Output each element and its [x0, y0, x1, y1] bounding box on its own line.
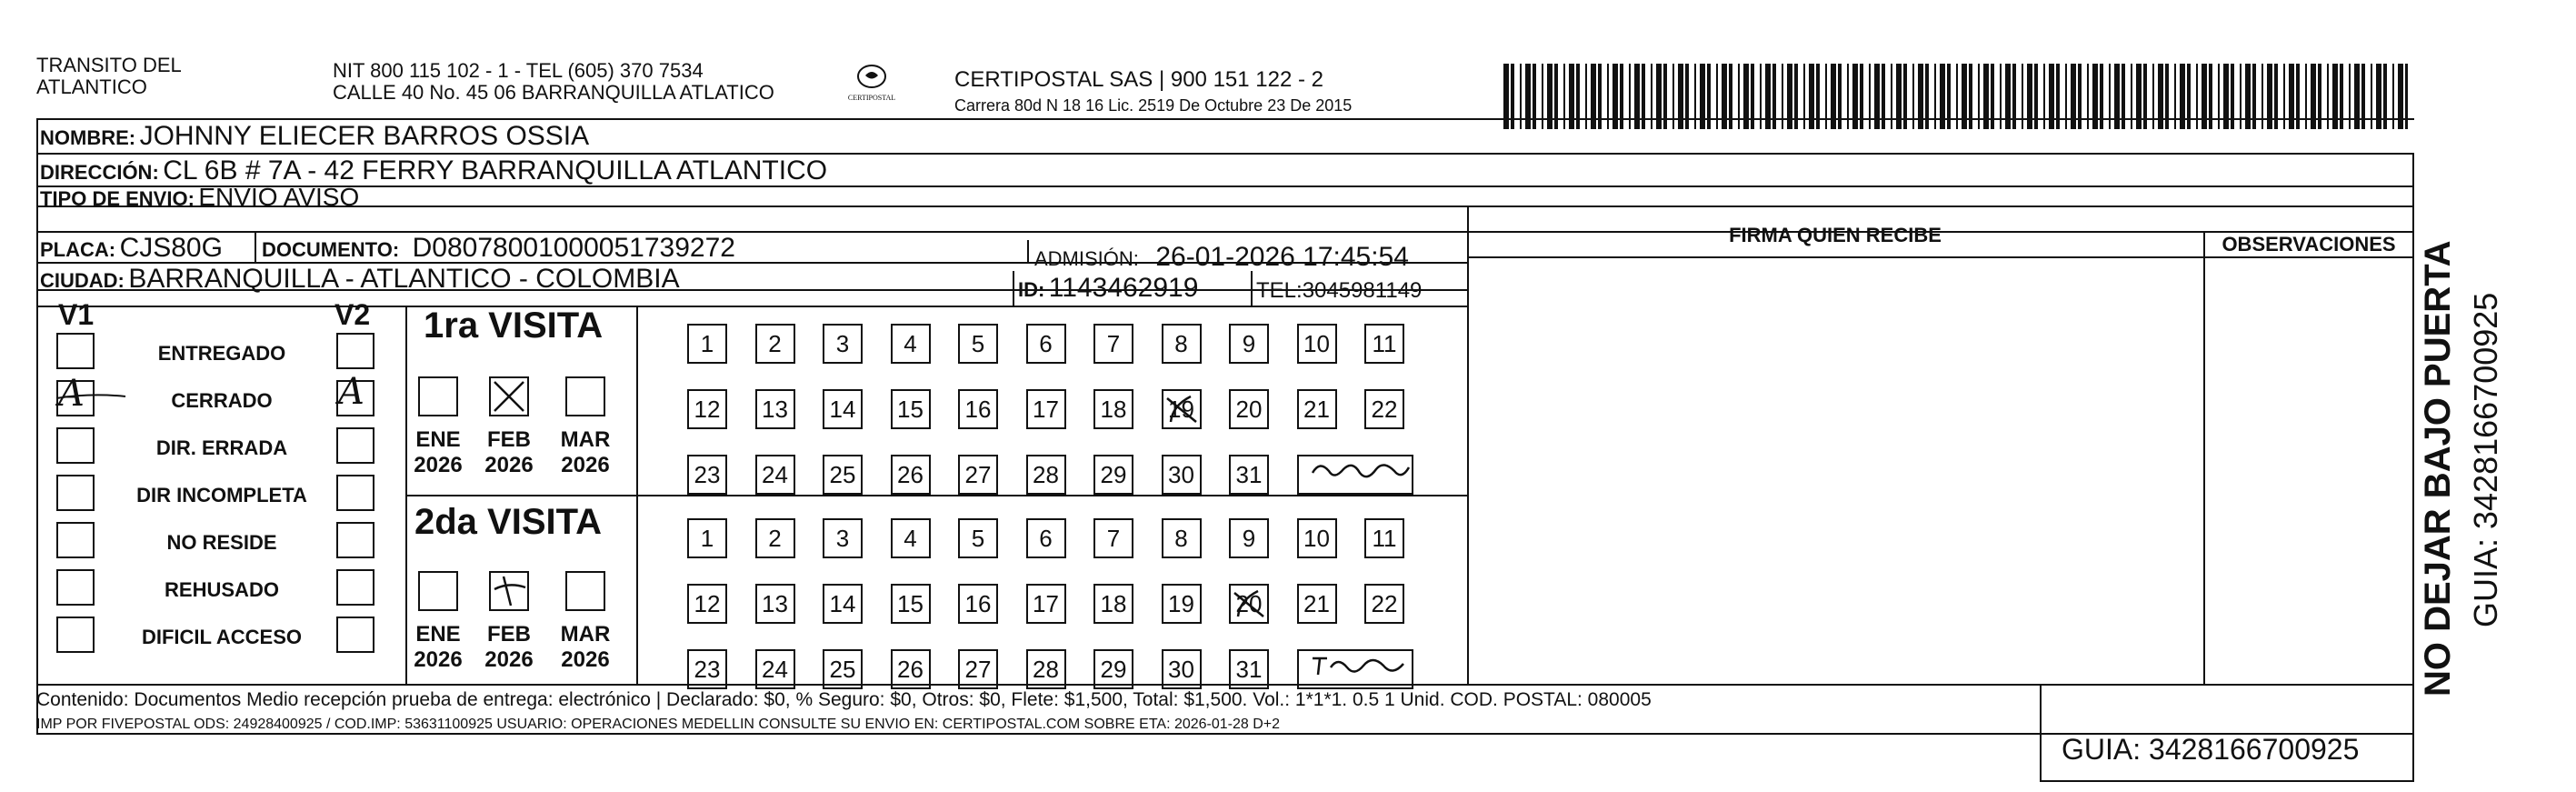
visit-2-day-7[interactable]: 7 — [1093, 518, 1133, 558]
nit-line: NIT 800 115 102 - 1 - TEL (605) 370 7534 — [333, 59, 704, 82]
ciudad-label: CIUDAD: — [40, 269, 125, 292]
v1-checkbox-dir-errada[interactable] — [56, 427, 95, 464]
v1-checkbox-dir-incompleta[interactable] — [56, 475, 95, 511]
frame-line-1 — [36, 153, 2414, 155]
side-guia: GUIA: 3428166700925 — [2467, 292, 2504, 627]
month-year: 2026 — [414, 453, 463, 477]
visit-2-month-ene — [411, 622, 465, 673]
visit-2-day-2[interactable]: 2 — [755, 518, 795, 558]
visit-2-day-14[interactable]: 14 — [823, 584, 863, 624]
v2-label: V2 — [334, 298, 371, 331]
visit-1-day-20[interactable]: 20 — [1229, 389, 1269, 429]
nombre-label: NOMBRE: — [40, 126, 136, 149]
v2-checkbox-dir-errada[interactable] — [336, 427, 374, 464]
day-mark-icon — [1231, 586, 1267, 622]
visit-2-month-mar-checkbox[interactable] — [565, 571, 605, 611]
logo-caption: CERTIPOSTAL — [847, 94, 896, 102]
month-name: MAR — [560, 622, 611, 647]
visit-1-scribble — [1307, 453, 1416, 489]
visit-1-day-29[interactable]: 29 — [1093, 455, 1133, 495]
admision-label: ADMISIÓN: — [1034, 247, 1139, 270]
direccion-value: CL 6B # 7A - 42 FERRY BARRANQUILLA ATLANTICO — [163, 155, 828, 185]
handwritten-mark-icon — [491, 573, 527, 609]
visit-1-day-27[interactable]: 27 — [958, 455, 998, 495]
guia-box: GUIA: 3428166700925 — [2062, 733, 2360, 766]
v2-checkbox-dificil-acceso[interactable] — [336, 617, 374, 653]
month-year: 2026 — [561, 647, 610, 672]
visit-1-day-15[interactable]: 15 — [891, 389, 931, 429]
status-dir-errada: DIR. ERRADA — [155, 436, 288, 459]
visit-1-day-2[interactable]: 2 — [755, 324, 795, 364]
visit-1-month-ene — [411, 427, 465, 478]
month-year: 2026 — [484, 647, 534, 672]
visit-1-day-7[interactable]: 7 — [1093, 324, 1133, 364]
visit-2-month-ene-checkbox[interactable] — [418, 571, 458, 611]
month-name: FEB — [487, 427, 531, 452]
visit-1-month-feb-checkbox[interactable] — [489, 376, 529, 416]
visit-1-month-feb — [482, 427, 536, 478]
divider-visits — [405, 495, 1467, 496]
id-label: ID: — [1018, 278, 1045, 301]
x-mark-icon — [491, 378, 527, 415]
visit-2-day-16[interactable]: 16 — [958, 584, 998, 624]
status-rehusado: REHUSADO — [165, 578, 279, 601]
visit-2-day-31[interactable]: 31 — [1229, 649, 1269, 689]
id-row — [1018, 273, 1198, 304]
visit-2-day-24[interactable]: 24 — [755, 649, 795, 689]
visit-2-day-27[interactable]: 27 — [958, 649, 998, 689]
visit-1-day-18[interactable]: 18 — [1093, 389, 1133, 429]
direccion-row — [40, 155, 827, 186]
visit-2-title: 2da VISITA — [414, 502, 602, 542]
visit-2-day-25[interactable]: 25 — [823, 649, 863, 689]
documento-label: DOCUMENTO: — [262, 238, 400, 261]
visit-2-day-19[interactable]: 19 — [1162, 584, 1202, 624]
month-name: FEB — [487, 622, 531, 647]
visit-1-day-9[interactable]: 9 — [1229, 324, 1269, 364]
visit-1-day-19[interactable]: 19 — [1162, 389, 1202, 429]
nombre-value: JOHNNY ELIECER BARROS OSSIA — [139, 121, 590, 151]
visit-2-day-10[interactable]: 10 — [1297, 518, 1337, 558]
visit-1-month-mar — [558, 427, 613, 478]
status-dir-incompleta: DIR INCOMPLETA — [136, 484, 307, 506]
visit-1-day-23[interactable]: 23 — [687, 455, 727, 495]
tipo-row — [40, 183, 360, 212]
visit-2-day-28[interactable]: 28 — [1026, 649, 1066, 689]
tipo-value: ENVIO AVISO — [198, 183, 360, 211]
frame-line-footer — [36, 733, 2414, 735]
frame-line-3 — [36, 206, 2414, 207]
placa-value: CJS80G — [119, 233, 223, 263]
divider-admision — [1027, 240, 1029, 262]
v1-cerrado-handwritten-mark: A — [58, 373, 85, 415]
visit-2-month-feb-checkbox[interactable] — [489, 571, 529, 611]
v2-checkbox-dir-incompleta[interactable] — [336, 475, 374, 511]
firma-header: FIRMA QUIEN RECIBE — [1729, 224, 1942, 246]
visit-2-day-3[interactable]: 3 — [823, 518, 863, 558]
visit-2-day-6[interactable]: 6 — [1026, 518, 1066, 558]
visit-2-day-26[interactable]: 26 — [891, 649, 931, 689]
visit-1-day-5[interactable]: 5 — [958, 324, 998, 364]
divider-tel — [1251, 271, 1253, 306]
ciudad-row — [40, 264, 680, 295]
v1-checkbox-dificil-acceso[interactable] — [56, 617, 95, 653]
no-dejar-bajo-puerta: NO DEJAR BAJO PUERTA — [2418, 240, 2458, 697]
id-value: 1143462919 — [1048, 273, 1199, 303]
visit-1-day-10[interactable]: 10 — [1297, 324, 1337, 364]
divider-id — [1013, 271, 1014, 306]
placa-label: PLACA: — [40, 238, 116, 261]
visit-1-day-1[interactable]: 1 — [687, 324, 727, 364]
visit-1-day-25[interactable]: 25 — [823, 455, 863, 495]
issuer-contact — [333, 60, 774, 104]
visit-2-day-18[interactable]: 18 — [1093, 584, 1133, 624]
frame-line-bottom — [36, 684, 2414, 686]
visit-1-day-21[interactable]: 21 — [1297, 389, 1337, 429]
visit-2-day-21[interactable]: 21 — [1297, 584, 1337, 624]
visit-1-day-14[interactable]: 14 — [823, 389, 863, 429]
status-dificil-acceso: DIFICIL ACCESO — [141, 626, 302, 648]
documento-row — [262, 233, 735, 264]
visit-1-day-31[interactable]: 31 — [1229, 455, 1269, 495]
visit-1-day-24[interactable]: 24 — [755, 455, 795, 495]
visit-1-day-22[interactable]: 22 — [1364, 389, 1404, 429]
frame-right-line — [2412, 153, 2414, 782]
issuer-name — [36, 55, 182, 98]
visit-1-day-11[interactable]: 11 — [1364, 324, 1404, 364]
frame-left-line — [36, 118, 38, 735]
v2-checkbox-entregado[interactable] — [336, 333, 374, 369]
visit-2-day-11[interactable]: 11 — [1364, 518, 1404, 558]
v1-label: V1 — [58, 298, 95, 331]
tel-label: TEL: — [1256, 278, 1303, 303]
visit-1-day-8[interactable]: 8 — [1162, 324, 1202, 364]
tel-value: 3045981149 — [1302, 278, 1423, 303]
logo-icon — [856, 64, 887, 89]
visit-2-month-feb — [482, 622, 536, 673]
visit-2-day-5[interactable]: 5 — [958, 518, 998, 558]
visit-1-day-30[interactable]: 30 — [1162, 455, 1202, 495]
nombre-row — [40, 121, 589, 152]
visit-1-day-3[interactable]: 3 — [823, 324, 863, 364]
license-line: Carrera 80d N 18 16 Lic. 2519 De Octubre 23 De 2015 — [954, 96, 1353, 115]
direccion-label: DIRECCIÓN: — [40, 161, 159, 184]
visit-1-month-ene-checkbox[interactable] — [418, 376, 458, 416]
visit-1-day-28[interactable]: 28 — [1026, 455, 1066, 495]
visit-1-month-mar-checkbox[interactable] — [565, 376, 605, 416]
month-year: 2026 — [484, 453, 534, 477]
status-no-reside: NO RESIDE — [166, 531, 277, 554]
visit-2-day-12[interactable]: 12 — [687, 584, 727, 624]
firma-header-line — [1467, 256, 2412, 258]
visit-1-day-4[interactable]: 4 — [891, 324, 931, 364]
imp-line: IMP POR FIVEPOSTAL ODS: 24928400925 / COD.IMP: 53631100925 USUARIO: OPERACIONES MEDELLIN CONSULTE SU ENVIO EN: CERTIPOSTAL.COM SOBRE ETA: 2026-01-28 D+2 — [36, 717, 1281, 732]
visit-2-day-17[interactable]: 17 — [1026, 584, 1066, 624]
divider-firma — [1467, 206, 1469, 684]
visit-1-day-6[interactable]: 6 — [1026, 324, 1066, 364]
divider-observaciones — [2203, 231, 2205, 684]
certipostal-logo — [840, 64, 904, 102]
v1-checkbox-rehusado[interactable] — [56, 569, 95, 606]
visit-2-day-4[interactable]: 4 — [891, 518, 931, 558]
documento-value: D08078001000051739272 — [412, 233, 735, 263]
visit-2-day-15[interactable]: 15 — [891, 584, 931, 624]
ciudad-value: BARRANQUILLA - ATLANTICO - COLOMBIA — [128, 264, 680, 294]
month-name: ENE — [415, 427, 461, 452]
visit-2-day-23[interactable]: 23 — [687, 649, 727, 689]
divider-guia-box — [2040, 684, 2042, 782]
frame-line-7 — [36, 306, 1467, 307]
tipo-label: TIPO DE ENVIO: — [40, 187, 195, 210]
visit-2-day-13[interactable]: 13 — [755, 584, 795, 624]
visit-1-day-26[interactable]: 26 — [891, 455, 931, 495]
v1-checkbox-no-reside[interactable] — [56, 522, 95, 558]
day-mark-icon — [1163, 391, 1200, 427]
frame-guia-bottom — [2040, 780, 2414, 782]
v1-cerrado-stroke — [55, 391, 127, 404]
v2-checkbox-rehusado[interactable] — [336, 569, 374, 606]
visit-1-day-17[interactable]: 17 — [1026, 389, 1066, 429]
month-name: ENE — [415, 622, 461, 647]
visit-2-day-1[interactable]: 1 — [687, 518, 727, 558]
v1-checkbox-entregado[interactable] — [56, 333, 95, 369]
status-cerrado: CERRADO — [171, 389, 273, 412]
company-line: CERTIPOSTAL SAS | 900 151 122 - 2 — [954, 67, 1323, 92]
observaciones-header: OBSERVACIONES — [2222, 233, 2396, 256]
month-year: 2026 — [561, 453, 610, 477]
issuer-line-1: TRANSITO DEL — [36, 54, 182, 76]
v2-checkbox-no-reside[interactable] — [336, 522, 374, 558]
visit-2-day-29[interactable]: 29 — [1093, 649, 1133, 689]
visit-2-day-8[interactable]: 8 — [1162, 518, 1202, 558]
tel-row — [1256, 278, 1422, 304]
visit-1-day-13[interactable]: 13 — [755, 389, 795, 429]
address-line: CALLE 40 No. 45 06 BARRANQUILLA ATLATICO — [333, 81, 774, 104]
visit-2-month-mar — [558, 622, 613, 673]
placa-row — [40, 233, 223, 264]
visit-2-day-30[interactable]: 30 — [1162, 649, 1202, 689]
issuer-line-2: ATLANTICO — [36, 75, 147, 98]
month-year: 2026 — [414, 647, 463, 672]
divider-placa — [255, 231, 256, 262]
visit-1-day-16[interactable]: 16 — [958, 389, 998, 429]
frame-top-line — [36, 118, 2414, 120]
visit-1-title: 1ra VISITA — [424, 306, 604, 346]
status-entregado: ENTREGADO — [157, 342, 286, 365]
contenido-line: Contenido: Documentos Medio recepción prueba de entrega: electrónico | Declarado: $0, % Seguro: $0, Otros: $0, Flete: $1,500, Total: $1,500. Vol.: 1*1*1. 0.5 1 Unid. COD. POSTAL: 080005 — [36, 689, 1652, 710]
month-name: MAR — [560, 427, 611, 452]
admision-value: 26-01-2026 17:45:54 — [1155, 242, 1409, 272]
visit-2-scribble — [1307, 646, 1416, 682]
visit-1-day-12[interactable]: 12 — [687, 389, 727, 429]
visit-2-day-20[interactable]: 20 — [1229, 584, 1269, 624]
v2-cerrado-handwritten-mark: A — [338, 371, 364, 413]
visit-2-day-9[interactable]: 9 — [1229, 518, 1269, 558]
visit-2-day-22[interactable]: 22 — [1364, 584, 1404, 624]
admision-row — [1034, 242, 1409, 273]
